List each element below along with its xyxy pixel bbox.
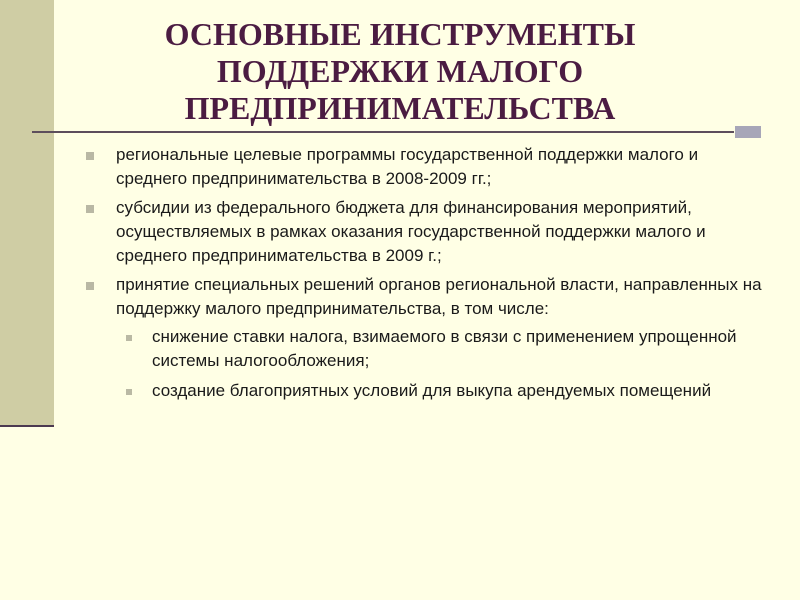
bullet-list [86,143,766,409]
square-bullet-icon [86,205,94,213]
list-item-text: субсидии из федерального бюджета для финансирования мероприятий, осуществляемых в рамках оказания государственной поддержки малого и среднего предпринимательства в 2009 г.; [116,198,706,265]
square-bullet-icon [86,282,94,290]
decorative-side-bar [0,0,54,427]
sub-list-item-text: снижение ставки налога, взимаемого в связи с применением упрощенной системы налогообложения; [152,327,737,370]
title-line-2: ПОДДЕРЖКИ МАЛОГО [216,53,584,89]
sub-list-item [116,325,766,373]
list-item [86,196,766,268]
small-square-bullet-icon [126,389,132,395]
sub-list-item [116,379,766,403]
list-item [86,273,766,403]
title-line-1: ОСНОВНЫЕ ИНСТРУМЕНТЫ [164,16,636,52]
small-square-bullet-icon [126,335,132,341]
side-bar-accent-line [0,425,54,427]
sub-list-item-text: создание благоприятных условий для выкупа арендуемых помещений [152,381,712,400]
square-bullet-icon [86,152,94,160]
list-item-text: принятие специальных решений органов региональной власти, направленных на поддержку малого предпринимательства, в том числе: [116,275,762,318]
slide-title [120,16,680,127]
sub-bullet-list [116,325,766,403]
title-divider [32,131,734,133]
title-divider-accent [735,126,761,138]
list-item-text: региональные целевые программы государственной поддержки малого и среднего предпринимательства в 2008-2009 гг.; [116,145,699,188]
title-line-3: ПРЕДПРИНИМАТЕЛЬСТВА [184,90,616,126]
list-item [86,143,766,191]
